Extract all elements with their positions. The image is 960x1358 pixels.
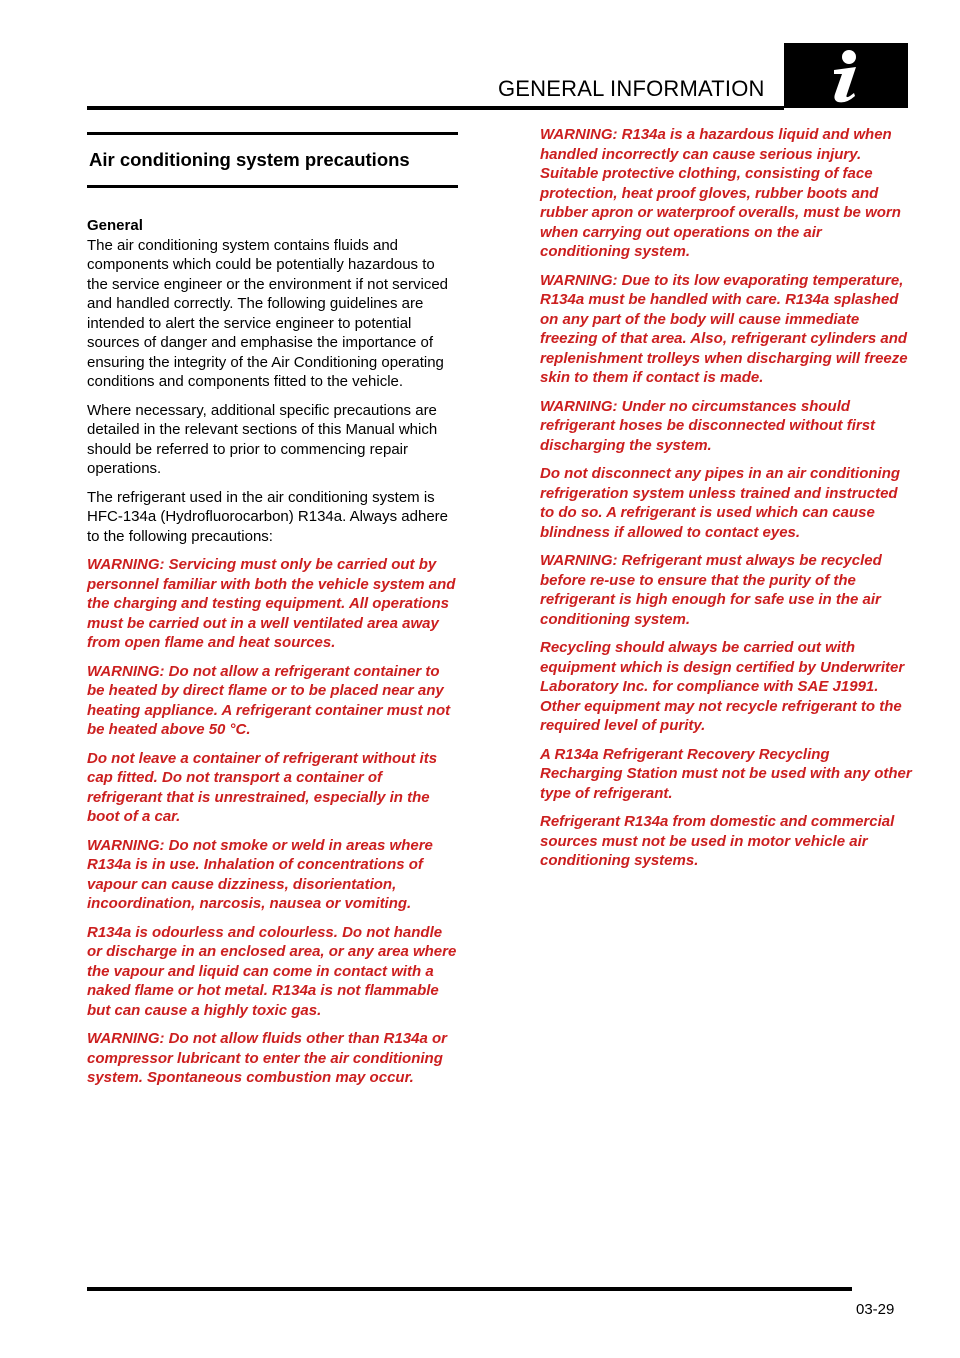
- warning-paragraph: R134a is odourless and colourless. Do not handle or discharge in an enclosed area, or any area where the vapour and liquid can come in contact with a naked flame or hot metal. R134a is not flammable but can cause a highly toxic gas.: [87, 923, 457, 1019]
- section-title: Air conditioning system precautions: [89, 149, 410, 170]
- right-column: [540, 125, 915, 880]
- warning-paragraph: A R134a Refrigerant Recovery Recycling Recharging Station must not be used with any other type of refrigerant.: [540, 745, 912, 802]
- body-paragraph: The refrigerant used in the air conditioning system is HFC-134a (Hydrofluorocarbon) R134a. Always adhere to the following precautions:: [87, 488, 449, 545]
- header-rule: [87, 106, 784, 110]
- section-title-top-rule: [87, 132, 458, 135]
- warning-paragraph: WARNING: Do not smoke or weld in areas where R134a is in use. Inhalation of concentrations of vapour can cause dizziness, disorientation, incoordination, narcosis, nausea or vomiting.: [87, 836, 433, 912]
- body-paragraph: Where necessary, additional specific precautions are detailed in the relevant sections of this Manual which should be referred to prior to commencing repair operations.: [87, 401, 438, 477]
- warning-paragraph: WARNING: Servicing must only be carried out by personnel familiar with both the vehicle system and the charging and testing equipment. All operations must be carried out in a well ventilated area away from open flame and heat sources.: [87, 556, 456, 651]
- warning-paragraph: WARNING: Do not allow fluids other than R134a or compressor lubricant to enter the air conditioning system. Spontaneous combustion may occur.: [87, 1030, 448, 1086]
- footer-rule: [87, 1287, 852, 1291]
- warning-paragraph: WARNING: Refrigerant must always be recycled before re-use to ensure that the purity of the refrigerant is high enough for safe use in the air conditioning system.: [540, 552, 882, 628]
- warning-paragraph: WARNING: R134a is a hazardous liquid and when handled incorrectly can cause serious injury. Suitable protective clothing, consisting of face protection, heat proof gloves, rubber boots and rubber apron or waterproof overalls, must be worn when carrying out operations on the air conditioning system.: [540, 126, 901, 260]
- warning-paragraph: WARNING: Do not allow a refrigerant container to be heated by direct flame or to be placed near any heating appliance. A refrigerant container must not be heated above 50 °C.: [87, 662, 451, 738]
- warning-paragraph: WARNING: Due to its low evaporating temperature, R134a must be handled with care. R134a splashed on any part of the body will cause immediate freezing of that area. Also, refrigerant cylinders and replenishment trolleys when discharging will freeze skin to them if contact is made.: [540, 271, 908, 386]
- warning-paragraph: Do not leave a container of refrigerant without its cap fitted. Do not transport a container of refrigerant that is unrestrained, especially in the boot of a car.: [87, 749, 438, 825]
- right-paragraphs: [540, 125, 915, 871]
- info-icon-box: [784, 43, 908, 108]
- info-icon: [784, 43, 908, 108]
- left-paragraphs: [87, 236, 458, 1088]
- subheading-general: General: [87, 217, 143, 234]
- warning-paragraph: Do not disconnect any pipes in an air conditioning refrigeration system unless trained and instructed to do so. A refrigerant is used which can cause blindness if allowed to contact eyes.: [540, 465, 901, 541]
- warning-paragraph: Recycling should always be carried out with equipment which is design certified by Underwriter Laboratory Inc. for compliance with SAE J1991. Other equipment may not recycle refrigerant to the required level of purity.: [540, 639, 905, 734]
- warning-paragraph: WARNING: Under no circumstances should refrigerant hoses be disconnected without first discharging the system.: [540, 397, 876, 454]
- warning-paragraph: Refrigerant R134a from domestic and commercial sources must not be used in motor vehicle air conditioning systems.: [540, 813, 895, 869]
- section-title-bottom-rule: [87, 185, 458, 188]
- page-number: 03-29: [856, 1301, 895, 1318]
- body-paragraph: The air conditioning system contains fluids and components which could be potentially hazardous to the service engineer or the environment if not serviced and handled correctly. The following guidelines are intended to alert the service engineer to potential sources of danger and emphasise the importance of ensuring the integrity of the Air Conditioning operating conditions and components fitted to the vehicle.: [87, 236, 449, 390]
- page-header-title: GENERAL INFORMATION: [498, 76, 765, 101]
- left-column: [87, 132, 458, 1097]
